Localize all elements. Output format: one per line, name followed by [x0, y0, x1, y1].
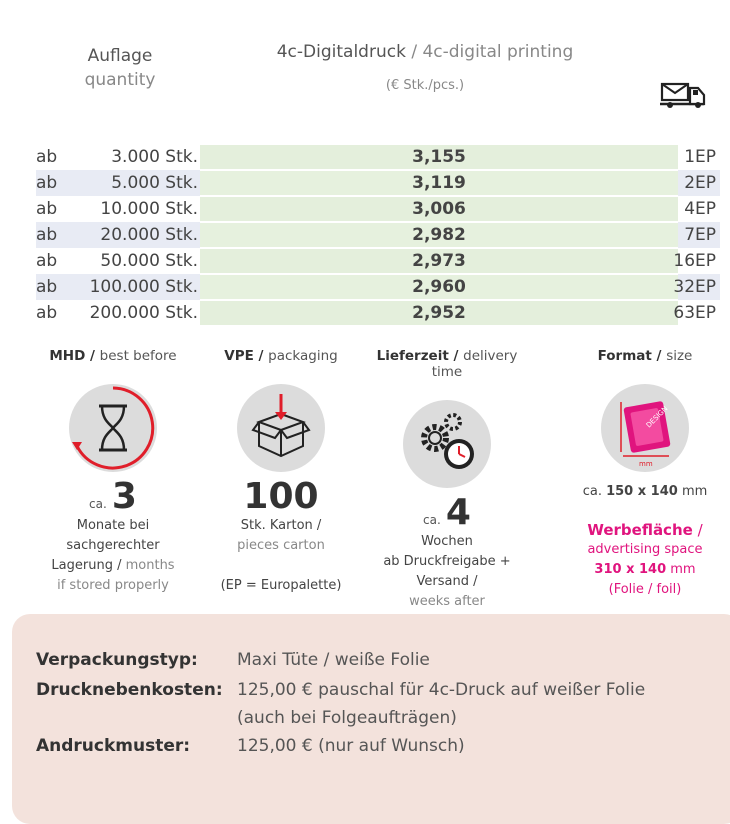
proof-label: Andruckmuster: — [36, 736, 191, 756]
pallet-cell: 2EP — [684, 173, 716, 193]
ab-label: ab — [36, 199, 58, 219]
quantity-cell: 10.000 Stk. — [100, 199, 198, 219]
ab-label: ab — [36, 225, 58, 245]
ab-label: ab — [36, 173, 58, 193]
print-header-en: 4c-digital printing — [422, 42, 574, 62]
vpe-column: VPE / packaging 100 Stk. Karton / pieces carton (EP = Europalette) — [196, 348, 366, 596]
quantity-header — [60, 44, 180, 92]
pallet-cell: 7EP — [684, 225, 716, 245]
format-size: 150 x 140 — [606, 484, 678, 499]
table-row — [36, 274, 720, 300]
price-cell: 3,006 — [412, 199, 466, 219]
price-cell: 2,982 — [412, 225, 466, 245]
price-cell: 2,960 — [412, 277, 466, 297]
vpe-value: 100 — [243, 476, 319, 517]
costs-label: Drucknebenkosten: — [36, 680, 223, 700]
ab-label: ab — [36, 303, 58, 323]
price-cell: 3,155 — [412, 147, 466, 167]
quantity-cell: 20.000 Stk. — [100, 225, 198, 245]
ab-label: ab — [36, 147, 58, 167]
quantity-header-en: quantity — [84, 70, 156, 90]
proof-value: 125,00 € (nur auf Wunsch) — [237, 736, 465, 756]
vpe-title: VPE / packaging — [224, 348, 338, 364]
costs-value: 125,00 € pauschal für 4c-Druck auf weißer Folie — [237, 680, 646, 700]
table-row — [36, 300, 720, 326]
price-cell: 2,952 — [412, 303, 466, 323]
table-row — [36, 196, 720, 222]
print-header: 4c-Digitaldruck / 4c-digital printing — [276, 42, 574, 62]
box-icon — [237, 384, 325, 472]
format-title: Format / size — [597, 348, 693, 364]
quantity-header-de: Auflage — [87, 46, 153, 66]
price-unit: (€ Stk./pcs.) — [385, 78, 465, 93]
costs-note: (auch bei Folgeaufträgen) — [237, 708, 457, 728]
price-cell: 3,119 — [412, 173, 466, 193]
packaging-label: Verpackungstyp: — [36, 650, 198, 670]
ab-label: ab — [36, 251, 58, 271]
quantity-cell: 5.000 Stk. — [111, 173, 198, 193]
table-row — [36, 144, 720, 170]
quantity-cell: 50.000 Stk. — [100, 251, 198, 271]
pallet-cell: 32EP — [673, 277, 716, 297]
svg-text:mm: mm — [639, 460, 653, 468]
mhd-value: 3 — [111, 476, 137, 517]
table-row — [36, 170, 720, 196]
ab-label: ab — [36, 277, 58, 297]
table-row — [36, 222, 720, 248]
truck-mail-icon — [660, 78, 716, 108]
print-header-de: 4c-Digitaldruck — [276, 42, 406, 62]
gears-clock-icon — [403, 400, 491, 488]
mhd-title: MHD / best before — [49, 348, 177, 364]
delivery-column: Lieferzeit / delivery time ca. 4 Wochen ab Druckfreigabe + Versand / weeks after — [362, 348, 532, 632]
pallet-cell: 16EP — [673, 251, 716, 271]
table-row — [36, 248, 720, 274]
mhd-column: MHD / best before ca. 3 Monate bei sachgerechter Lagerung / months if stored properly — [28, 348, 198, 596]
format-column: Format / size DESIGN mm ca. 150 x 140 mm Werbefläche / advertising space 310 x 140 mm (Folie / foil) — [560, 348, 730, 600]
hourglass-icon — [69, 384, 157, 472]
svg-text:DESIGN: DESIGN — [644, 404, 670, 430]
europalette-note: (EP = Europalette) — [220, 578, 342, 593]
ad-space-label: Werbefläche — [587, 521, 693, 539]
packaging-value: Maxi Tüte / weiße Folie — [237, 650, 430, 670]
bag-format-icon — [601, 384, 689, 472]
quantity-cell: 200.000 Stk. — [89, 303, 198, 323]
price-table — [36, 144, 720, 326]
delivery-title: Lieferzeit / delivery time — [376, 348, 518, 380]
quantity-cell: 100.000 Stk. — [89, 277, 198, 297]
pallet-cell: 4EP — [684, 199, 716, 219]
pallet-cell: 63EP — [673, 303, 716, 323]
delivery-value: 4 — [445, 492, 471, 533]
pallet-cell: 1EP — [684, 147, 716, 167]
price-cell: 2,973 — [412, 251, 466, 271]
ad-space-size: 310 x 140 — [594, 562, 667, 577]
quantity-cell: 3.000 Stk. — [111, 147, 198, 167]
